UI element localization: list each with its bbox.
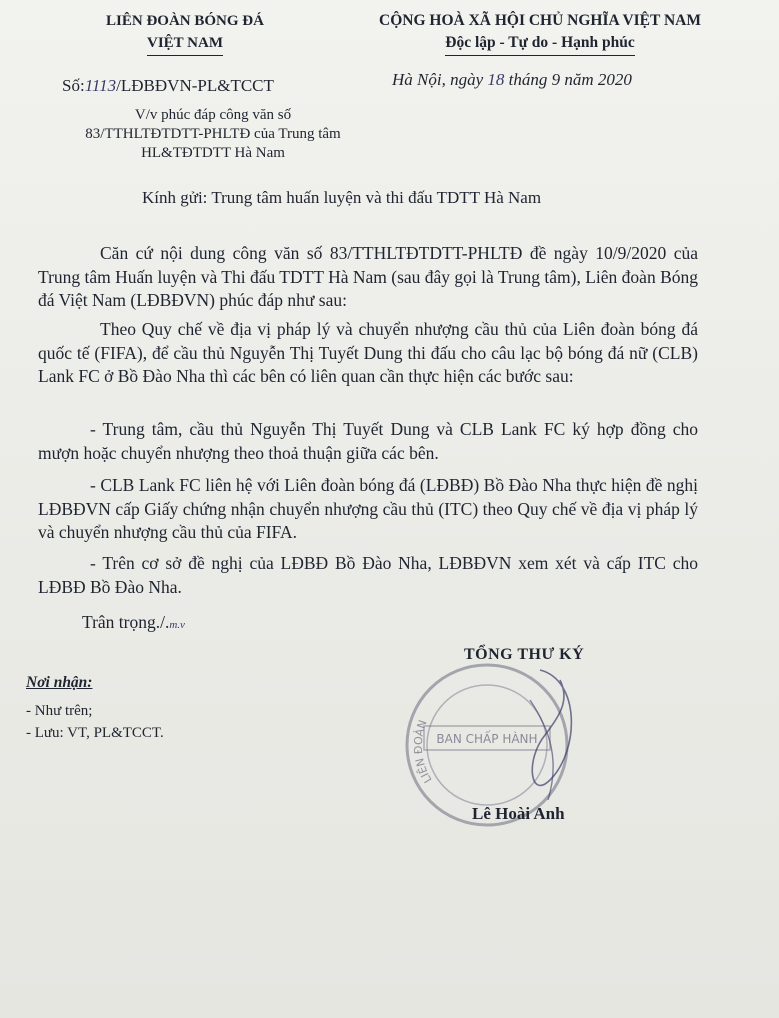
subject-line: V/v phúc đáp công văn số 83/TTHLTĐTDTT-PHLTĐ của Trung tâm HL&TĐTDTT Hà Nam	[85, 107, 341, 161]
closing-initials: m.v	[169, 619, 185, 631]
body-paragraph-1: Căn cứ nội dung công văn số 83/TTHLTĐTDTT-PHLTĐ đề ngày 10/9/2020 của Trung tâm Huấn luyện và Thi đấu TDTT Hà Nam (sau đây gọi là Trung tâm), Liên đoàn Bóng đá Việt Nam (LĐBĐVN) phúc đáp như sau:	[38, 243, 698, 310]
recipients-label: Nơi nhận:	[26, 674, 93, 691]
org-header	[60, 10, 310, 56]
reference-number: Số:1113/LĐBĐVN-PL&TCCT	[62, 76, 274, 95]
org-name-line2: VIỆT NAM	[147, 32, 223, 56]
handwritten-number: 1113	[84, 76, 117, 95]
national-motto: Độc lập - Tự do - Hạnh phúc	[445, 32, 634, 56]
handwritten-signature-icon	[430, 640, 590, 830]
handwritten-day: 18	[487, 70, 505, 89]
body-paragraph-2: Theo Quy chế về địa vị pháp lý và chuyển nhượng cầu thủ của Liên đoàn bóng đá quốc tế (FIFA), để cầu thủ Nguyễn Thị Tuyết Dung thi đấu cho câu lạc bộ bóng đá nữ (CLB) Lank FC ở Bồ Đào Nha thì các bên có liên quan cần thực hiện các bước sau:	[38, 319, 698, 386]
recipient-line: Kính gửi: Trung tâm huấn luyện và thi đấu TDTT Hà Nam	[142, 188, 542, 207]
seal-ring-text: LIÊN ĐOÀN	[411, 718, 435, 786]
list-item: - Như trên;	[26, 703, 93, 719]
recipients-list	[26, 700, 164, 744]
nation-name: CỘNG HOÀ XÃ HỘI CHỦ NGHĨA VIỆT NAM	[379, 12, 701, 29]
seal-center-text: BAN CHẤP HÀNH	[436, 732, 538, 746]
closing-line: Trân trọng./.m.v	[82, 612, 185, 632]
signer-title: TỔNG THƯ KÝ	[464, 646, 585, 663]
nation-header	[340, 10, 740, 56]
body-paragraph-3: - Trung tâm, cầu thủ Nguyễn Thị Tuyết Dung và CLB Lank FC ký hợp đồng cho mượn hoặc chuyển nhượng theo thoả thuận giữa các bên.	[38, 419, 698, 463]
signer-name: Lê Hoài Anh	[472, 804, 565, 823]
body-paragraph-4: - CLB Lank FC liên hệ với Liên đoàn bóng đá (LĐBĐ) Bồ Đào Nha thực hiện đề nghị LĐBĐVN cấp Giấy chứng nhận chuyển nhượng cầu thủ (ITC) theo Quy chế về địa vị pháp lý và chuyển nhượng cầu thủ của FIFA.	[38, 475, 698, 542]
org-name-line1: LIÊN ĐOÀN BÓNG ĐÁ	[106, 13, 264, 29]
document-date: Hà Nội, ngày 18 tháng 9 năm 2020	[392, 70, 632, 89]
list-item: - Lưu: VT, PL&TCCT.	[26, 725, 164, 741]
body-paragraph-5: - Trên cơ sở đề nghị của LĐBĐ Bồ Đào Nha, LĐBĐVN xem xét và cấp ITC cho LĐBĐ Bồ Đào Nha.	[38, 553, 698, 597]
